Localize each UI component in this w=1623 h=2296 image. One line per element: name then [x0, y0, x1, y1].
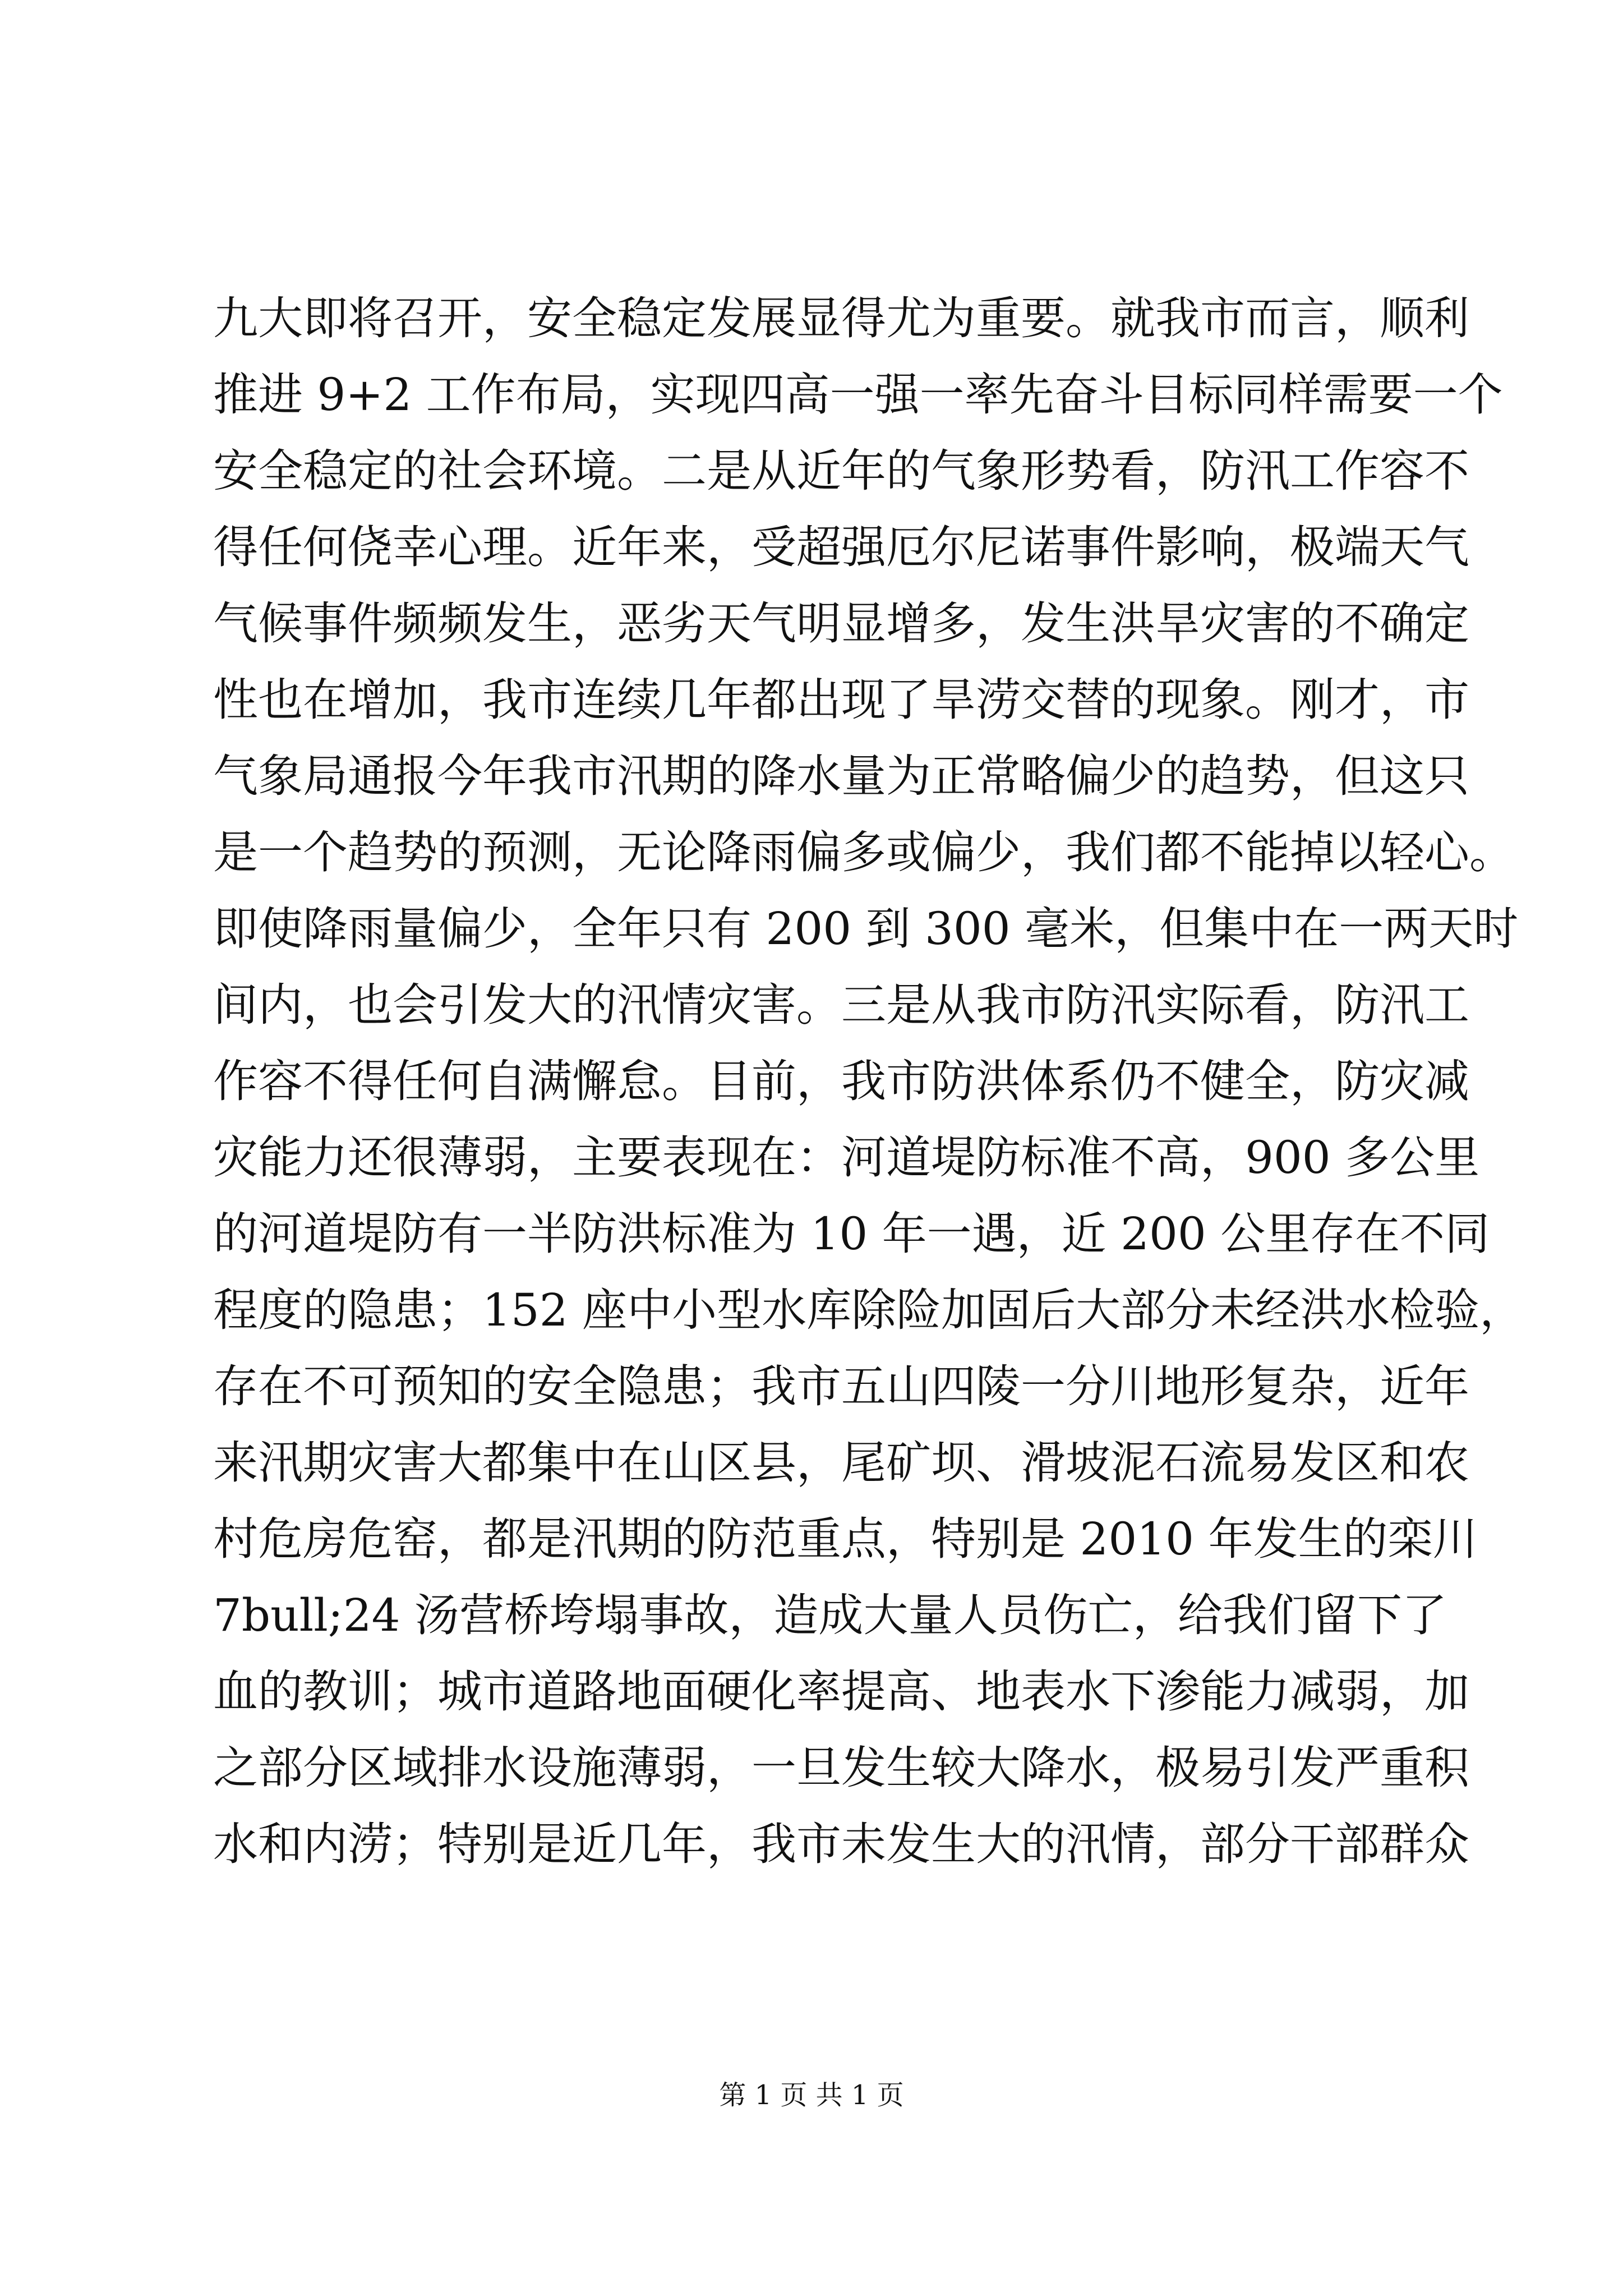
text-line: 安全稳定的社会环境。二是从近年的气象形势看，防汛工作容不	[213, 445, 1469, 497]
text-line: 作容不得任何自满懈怠。目前，我市防洪体系仍不健全，防灾减	[213, 1055, 1469, 1107]
text-line: 血的教训；城市道路地面硬化率提高、地表水下渗能力减弱，加	[213, 1665, 1469, 1718]
text-line: 气象局通报今年我市汛期的降水量为正常略偏少的趋势，但这只	[213, 750, 1469, 802]
text-line: 程度的隐患；152 座中小型水库除险加固后大部分未经洪水检验，	[213, 1284, 1525, 1336]
text-line: 的河道堤防有一半防洪标准为 10 年一遇，近 200 公里存在不同	[213, 1208, 1490, 1260]
text-line: 即使降雨量偏少，全年只有 200 到 300 毫米，但集中在一两天时	[213, 903, 1519, 955]
text-line: 灾能力还很薄弱，主要表现在：河道堤防标准不高，900 多公里	[213, 1131, 1480, 1184]
text-line: 气候事件频频发生，恶劣天气明显增多，发生洪旱灾害的不确定	[213, 597, 1469, 650]
page-number-label: 第 1 页 共 1 页	[719, 2079, 904, 2111]
text-line: 是一个趋势的预测，无论降雨偏多或偏少，我们都不能掉以轻心。	[213, 826, 1514, 878]
text-line: 来汛期灾害大都集中在山区县，尾矿坝、滑坡泥石流易发区和农	[213, 1437, 1469, 1489]
text-line: 得任何侥幸心理。近年来，受超强厄尔尼诺事件影响，极端天气	[213, 521, 1469, 573]
body-text	[213, 280, 1525, 1883]
text-line: 间内，也会引发大的汛情灾害。三是从我市防汛实际看，防汛工	[213, 979, 1469, 1031]
text-line: 村危房危窑，都是汛期的防范重点，特别是 2010 年发生的栾川	[213, 1513, 1478, 1565]
text-line: 存在不可预知的安全隐患；我市五山四陵一分川地形复杂，近年	[213, 1360, 1469, 1412]
page-footer	[0, 2078, 1623, 2112]
text-line: 7bull;24 汤营桥垮塌事故，造成大量人员伤亡，给我们留下了	[213, 1589, 1447, 1641]
text-line: 九大即将召开，安全稳定发展显得尤为重要。就我市而言，顺利	[213, 292, 1469, 344]
text-line: 推进 9+2 工作布局，实现四高一强一率先奋斗目标同样需要一个	[213, 369, 1503, 421]
text-line: 之部分区域排水设施薄弱，一旦发生较大降水，极易引发严重积	[213, 1742, 1469, 1794]
text-line: 性也在增加，我市连续几年都出现了旱涝交替的现象。刚才，市	[213, 674, 1469, 726]
text-line: 水和内涝；特别是近几年，我市未发生大的汛情，部分干部群众	[213, 1818, 1469, 1870]
